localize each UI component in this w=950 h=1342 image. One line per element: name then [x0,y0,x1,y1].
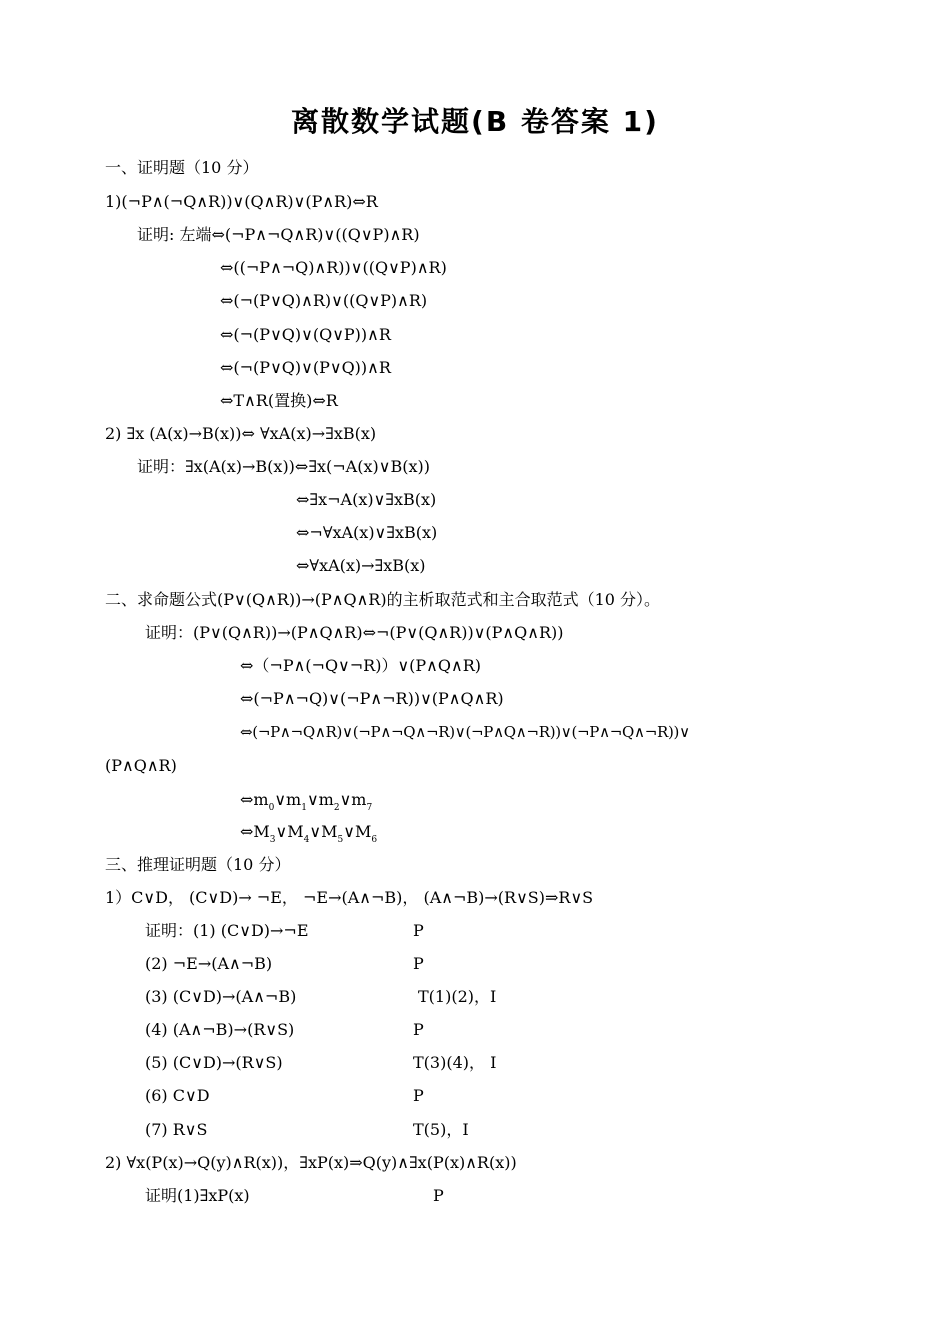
term-subscript: 5 [337,835,344,845]
proof-step: ⇔∀xA(x)→∃xB(x) [296,556,426,575]
derivation-formula: (3) (C∨D)→(A∧¬B) [145,987,297,1006]
derivation-rule: P [413,1020,424,1039]
or-symbol: ∨ [309,822,322,841]
derivation-formula: (7) R∨S [145,1120,208,1139]
term-subscript: 4 [303,835,310,845]
derivation-formula: 证明：(1) (C∨D)→¬E [145,921,309,940]
term-letter: M [287,822,304,841]
derivation-rule: T(5)，I [413,1120,469,1139]
derivation-formula: (4) (A∧¬B)→(R∨S) [145,1020,295,1039]
or-symbol: ∨ [343,822,355,841]
term-subscript: 7 [366,803,373,813]
section-heading: 三、推理证明题（10 分） [105,855,291,874]
problem-statement: 2) ∃x (A(x)→B(x))⇔ ∀xA(x)→∃xB(x) [105,424,377,443]
derivation-rule: P [413,921,424,940]
proof-step: ⇔¬∀xA(x)∨∃xB(x) [296,523,438,542]
proof-step: ⇔(¬P∧¬Q∧R)∨(¬P∧¬Q∧¬R)∨(¬P∧Q∧¬R))∨(¬P∧¬Q∧¬R))∨ [240,723,690,741]
proof-step: 证明: 左端⇔(¬P∧¬Q∧R)∨((Q∨P)∧R) [137,225,420,244]
derivation-formula: (2) ¬E→(A∧¬B) [145,954,273,973]
proof-step: ⇔T∧R(置换)⇔R [220,391,338,410]
proof-step: (P∧Q∧R) [105,756,177,775]
term-subscript: 6 [371,835,378,845]
derivation-rule: P [413,954,424,973]
derivation-formula: (6) C∨D [145,1086,210,1105]
section-heading: 二、求命题公式(P∨(Q∧R))→(P∧Q∧R)的主析取范式和主合取范式（10 分）。 [105,590,661,609]
proof-step: ⇔(¬P∧¬Q)∨(¬P∧¬R))∨(P∧Q∧R) [240,689,504,708]
term-subscript: 2 [333,803,340,813]
or-symbol: ∨ [306,790,319,809]
proof-step: ⇔(¬(P∨Q)∧R)∨((Q∨P)∧R) [220,291,428,310]
proof-step: ⇔∃x¬A(x)∨∃xB(x) [296,490,437,509]
term-letter: m [351,790,367,809]
term-letter: m [286,790,302,809]
section-heading: 一、证明题（10 分） [105,158,259,177]
problem-statement: 1）C∨D， (C∨D)→ ¬E， ¬E→(A∧¬B)， (A∧¬B)→(R∨S)⇒R∨S [105,888,594,907]
proof-step: ⇔(¬(P∨Q)∨(P∨Q))∧R [220,358,391,377]
proof-step: 证明：∃x(A(x)→B(x))⇔∃x(¬A(x)∨B(x)) [137,457,430,476]
derivation-rule: P [433,1186,444,1205]
derivation-rule: P [413,1086,424,1105]
term-letter: M [354,822,372,841]
derivation-formula: 证明(1)∃xP(x) [145,1186,250,1205]
page-title: 离散数学试题(B 卷答案 1) [291,105,659,138]
or-symbol: ∨ [339,790,352,809]
derivation-rule: T(3)(4)， I [413,1053,497,1072]
proof-step: ⇔(¬(P∨Q)∨(Q∨P))∧R [220,325,391,344]
proof-step: 证明：(P∨(Q∧R))→(P∧Q∧R)⇔¬(P∨(Q∧R))∨(P∧Q∧R)) [145,623,564,642]
proof-step: ⇔（¬P∧(¬Q∨¬R)）∨(P∧Q∧R) [240,656,482,675]
maxterm-expression [240,822,377,850]
term-letter: m [318,790,334,809]
term-subscript: 0 [268,803,275,813]
or-symbol: ∨ [274,790,287,809]
minterm-expression [240,790,372,818]
proof-step: ⇔((¬P∧¬Q)∧R))∨((Q∨P)∧R) [220,258,447,277]
term-letter: M [253,822,270,841]
term-letter: M [321,822,338,841]
problem-statement: 2) ∀x(P(x)→Q(y)∧R(x))，∃xP(x)⇒Q(y)∧∃x(P(x)∧R(x)) [105,1153,517,1172]
equiv-symbol: ⇔ [240,822,254,841]
derivation-rule: T(1)(2)，I [418,987,497,1006]
derivation-formula: (5) (C∨D)→(R∨S) [145,1053,283,1072]
term-subscript: 1 [301,803,307,813]
term-letter: m [253,790,269,809]
or-symbol: ∨ [275,822,288,841]
term-subscript: 3 [269,835,276,845]
problem-statement: 1)(¬P∧(¬Q∧R))∨(Q∧R)∨(P∧R)⇔R [105,192,378,211]
equiv-symbol: ⇔ [240,790,254,809]
